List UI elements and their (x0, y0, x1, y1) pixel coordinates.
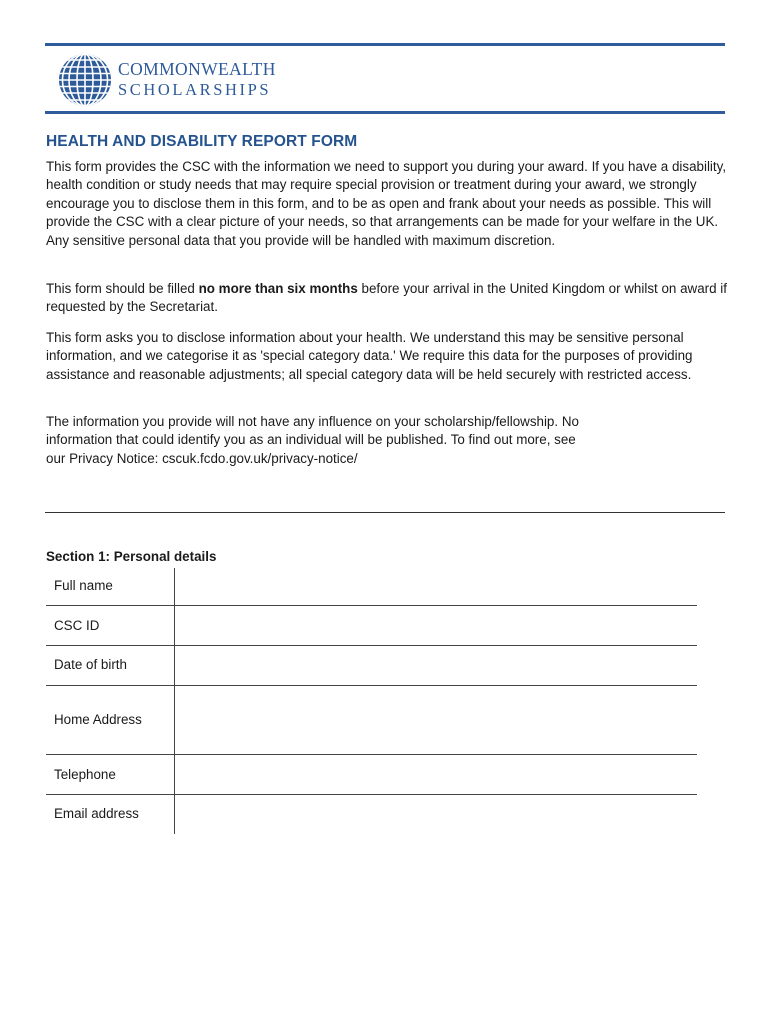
privacy-line-2: information that could identify you as an individual will be published. To find out more, see (46, 432, 576, 448)
form-row-home-address (46, 686, 697, 755)
special-category-paragraph: This form asks you to disclose information about your health. We understand this may be sensitive personal information, and we categorise it as 'special category data.' We require this data for the purposes of providing assistance and reasonable adjustments; all special category data will be held securely with restricted access. (46, 330, 693, 382)
home-address-field[interactable] (176, 686, 697, 755)
header-rule-top (45, 43, 725, 46)
email-address-label: Email address (54, 806, 139, 821)
form-row-telephone (46, 755, 697, 795)
privacy-line-3: our Privacy Notice: cscuk.fcdo.gov.uk/privacy-notice/ (46, 450, 358, 466)
date-of-birth-field[interactable] (176, 646, 697, 686)
full-name-label: Full name (54, 578, 113, 593)
form-title: HEALTH AND DISABILITY REPORT FORM (46, 133, 358, 150)
home-address-label: Home Address (54, 712, 142, 727)
header-rule-bottom (45, 111, 725, 114)
logo-line-1: COMMONWEALTH (118, 59, 276, 79)
section-divider (45, 512, 725, 513)
globe-icon (57, 52, 113, 108)
form-row-full-name (46, 568, 697, 606)
section-1-title: Section 1: Personal details (46, 549, 217, 564)
timing-text-end: before your arrival in the United Kingdom or whilst on award if requested by the Secretariat. (46, 281, 727, 315)
date-of-birth-label: Date of birth (54, 657, 127, 672)
csc-id-label: CSC ID (54, 618, 100, 633)
form-row-date-of-birth (46, 646, 697, 686)
csc-id-field[interactable] (176, 606, 697, 646)
timing-paragraph (46, 280, 736, 317)
logo-line-2: SCHOLARSHIPS (118, 80, 272, 99)
full-name-field[interactable] (176, 568, 697, 606)
timing-text-start: This form should be filled (46, 281, 199, 296)
telephone-label: Telephone (54, 767, 116, 782)
form-row-email-address (46, 795, 697, 834)
intro-paragraph: This form provides the CSC with the information we need to support you during your award. If you have a disability, health condition or study needs that may require special provision or treatment during your award, we strongly encourage you to disclose them in this form, and to be as open and frank about your needs as possible. This will provide the CSC with a clear picture of your needs, so that arrangements can be made for your welfare in the UK. Any sensitive personal data that you provide will be handled with maximum discretion. (46, 159, 727, 248)
form-row-csc-id (46, 606, 697, 646)
telephone-field[interactable] (176, 755, 697, 795)
email-address-field[interactable] (176, 795, 697, 834)
timing-emphasis: no more than six months (198, 281, 358, 296)
privacy-paragraph (46, 413, 736, 468)
privacy-line-1: The information you provide will not have any influence on your scholarship/fellowship. No (46, 414, 579, 429)
commonwealth-scholarships-logo (57, 52, 287, 108)
